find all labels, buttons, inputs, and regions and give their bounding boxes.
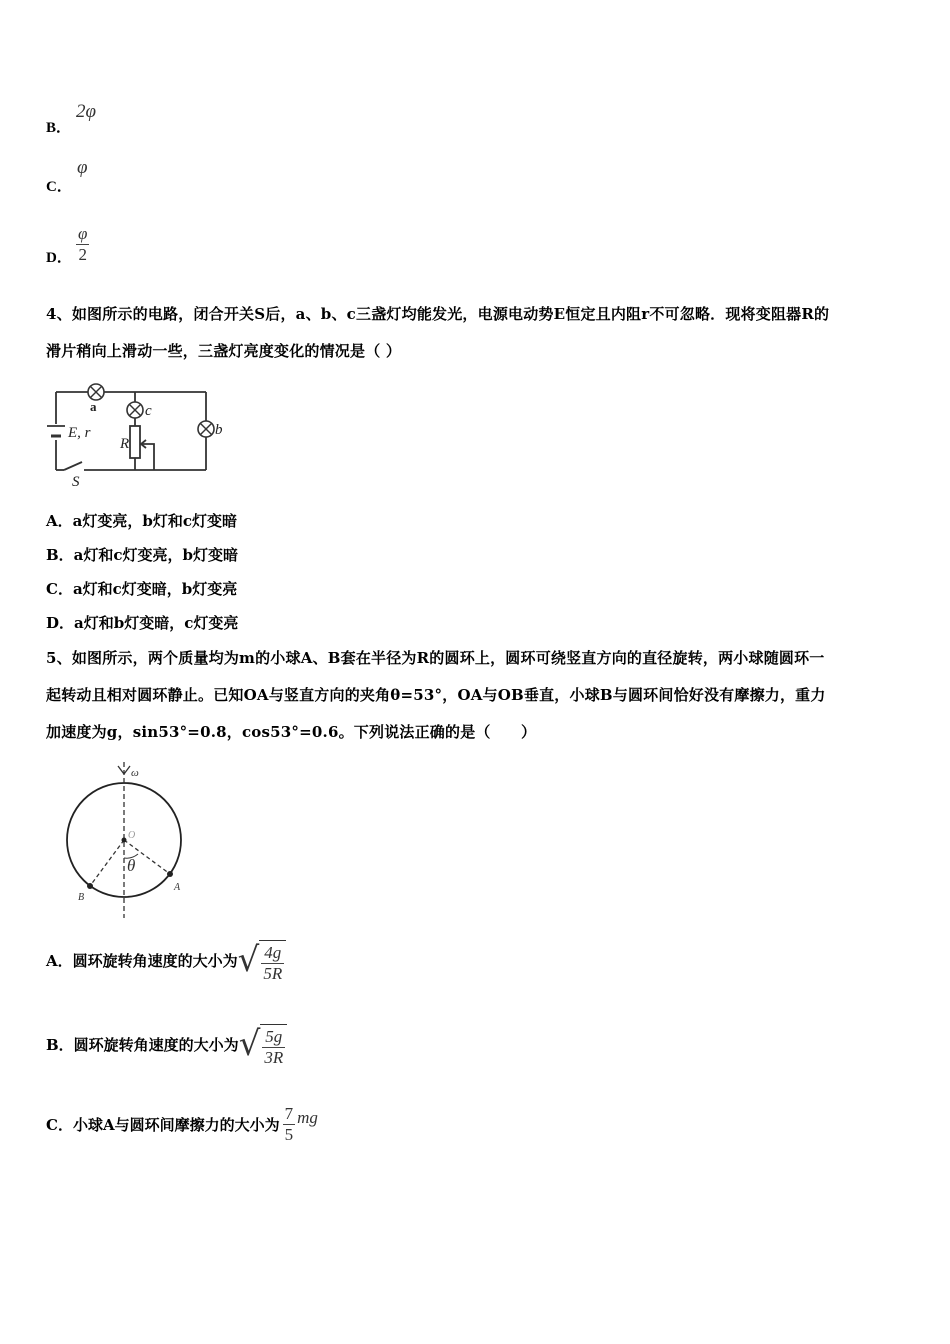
omega-label: ω [131,767,139,779]
option-d-fraction [76,224,89,265]
q4-option-c[interactable]: C．a灯和c灯变暗，b灯变亮 [46,580,238,598]
lamp-b-label: b [215,422,223,438]
option-d-prev [46,246,72,267]
rheostat-label: R [120,436,130,452]
theta-label: θ [127,856,136,875]
mg-term: mg [297,1108,318,1127]
source-label: E, r [68,425,91,441]
question-4-line1: 4、如图所示的电路，闭合开关S后，a、b、c三盏灯均能发光，电源电动势E恒定且内阻r不可忽略．现将变阻器R的 [46,305,830,323]
option-label: B． [46,120,72,136]
point-a-label: A [174,882,181,893]
sqrt-expression [238,936,287,984]
q5-option-a-text: A．圆环旋转角速度的大小为 [46,951,238,970]
question-4-line2: 滑片稍向上滑动一些，三盏灯亮度变化的情况是（ ） [46,342,402,360]
lamp-a-icon [88,384,104,400]
q5-option-b[interactable] [46,1020,287,1068]
q4-option-d[interactable]: D．a灯和b灯变暗，c灯变亮 [46,614,239,632]
option-b-prev [46,116,71,137]
q4-option-a[interactable]: A．a灯变亮，b灯和c灯变暗 [46,512,237,530]
fraction-denominator: 5R [263,964,283,983]
lamp-c-icon [127,402,143,418]
option-c-prev [46,175,72,196]
center-label: O [128,830,136,841]
fraction-numerator: 7 [284,1104,294,1123]
q4-option-b[interactable]: B．a灯和c灯变亮，b灯变暗 [46,546,239,564]
q5-option-c-text: C．小球A与圆环间摩擦力的大小为 [46,1116,280,1134]
option-label: C． [46,179,72,195]
option-label: D． [46,250,72,266]
question-5-line3: 加速度为g，sin53°=0.8，cos53°=0.6。下列说法正确的是（ ） [46,723,537,741]
q5-option-c[interactable] [46,1104,318,1145]
q5-option-b-text: B．圆环旋转角速度的大小为 [46,1035,239,1054]
q5-option-a[interactable] [46,936,286,984]
sqrt-icon: √ [237,940,260,980]
fraction-numerator: φ [78,224,88,243]
ball-b-icon [87,883,93,889]
question-5-stem [46,640,916,751]
switch-label: S [72,474,80,490]
option-b-math: 2φ [76,101,97,122]
ring-diagram [58,758,190,920]
option-c-math: φ [77,157,88,178]
fraction-denominator: 5 [284,1125,294,1144]
lamp-a-label: a [90,399,97,414]
sqrt-expression [239,1020,288,1068]
center-point [122,838,127,843]
question-5-line1: 5、如图所示，两个质量均为m的小球A、B套在半径为R的圆环上，圆环可绕竖直方向的直径旋转，两小球随圆环一 [46,649,825,667]
fraction-numerator: 4g [261,943,284,964]
question-5-line2: 起转动且相对圆环静止。已知OA与竖直方向的夹角θ=53°，OA与OB垂直，小球B与圆环间恰好没有摩擦力，重力 [46,686,826,704]
ball-a-icon [167,871,173,877]
fraction-numerator: 5g [262,1027,285,1048]
lamp-c-label: c [145,403,152,419]
lamp-b-icon [198,421,214,437]
sqrt-icon: √ [238,1024,261,1064]
fraction-denominator: 3R [264,1048,284,1067]
fraction-denominator: 2 [78,245,87,264]
question-4-stem [46,296,916,370]
circuit-diagram [44,378,234,490]
point-b-label: B [78,892,85,903]
